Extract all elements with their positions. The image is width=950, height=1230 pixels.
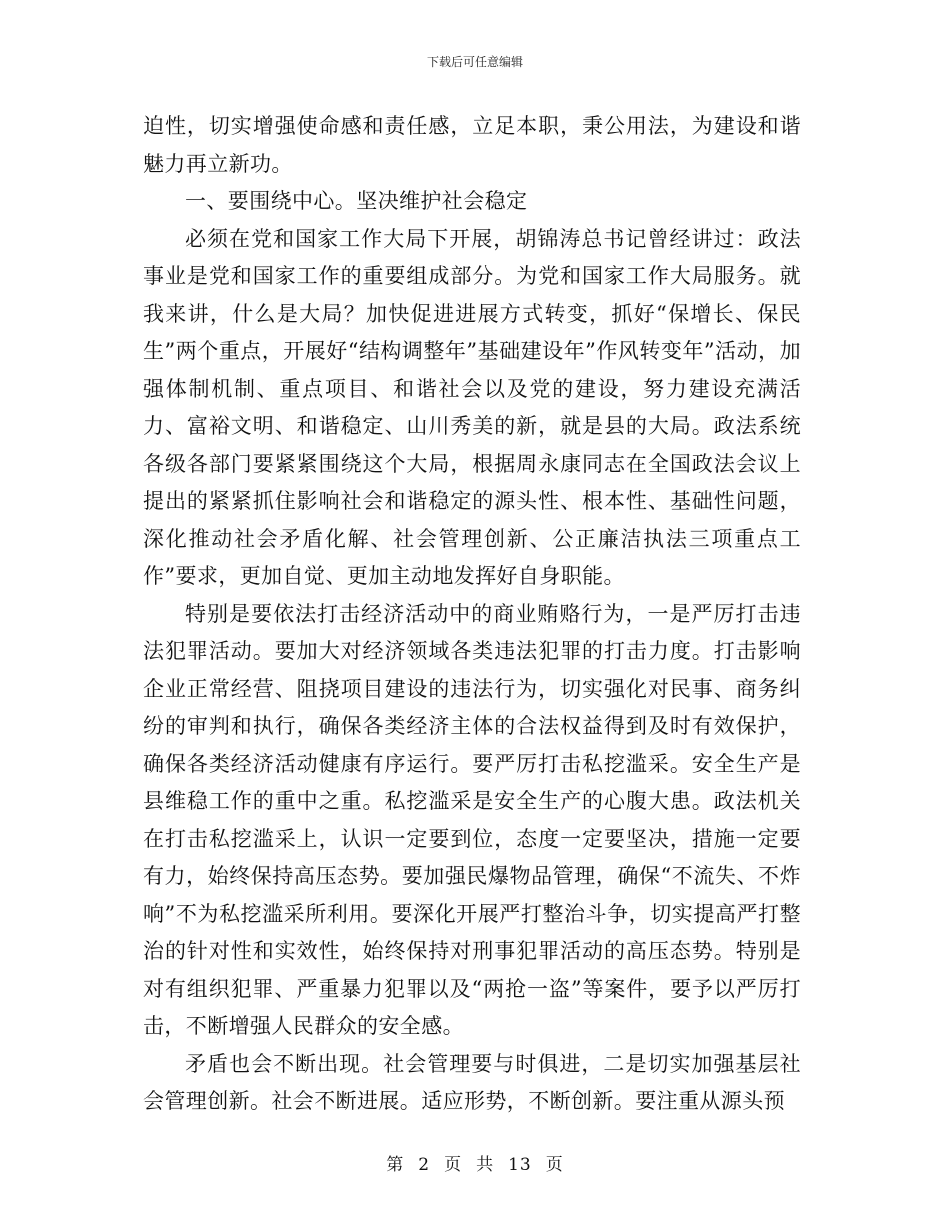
page-footer [0,1155,950,1175]
page-header-note: 下载后可任意编辑 [426,55,523,69]
footer-total-label: 共 [476,1155,495,1175]
document-body [143,108,801,1121]
footer-total-pages: 13 [508,1155,532,1175]
paragraph: 必须在党和国家工作大局下开展，胡锦涛总书记曾经讲过：政法事业是党和国家工作的重要组成部分。为党和国家工作大局服务。就我来讲，什么是大局？加快促进进展方式转变，抓好“保增长、保民生”两个重点，开展好“结构调整年”基础建设年”作风转变年”活动，加强体制机制、重点项目、和谐社会以及党的建设，努力建设充满活力、富裕文明、和谐稳定、山川秀美的新，就是县的大局。政法系统各级各部门要紧紧围绕这个大局，根据周永康同志在全国政法会议上提出的紧紧抓住影响社会和谐稳定的源头性、根本性、基础性问题，深化推动社会矛盾化解、社会管理创新、公正廉洁执法三项重点工作”要求，更加自觉、更加主动地发挥好自身职能。 [143,226,801,588]
paragraph: 矛盾也会不断出现。社会管理要与时俱进，二是切实加强基层社会管理创新。社会不断进展。适应形势，不断创新。要注重从源头预 [143,1051,801,1113]
section-heading: 一、要围绕中心。坚决维护社会稳定 [185,189,528,213]
paragraph: 特别是要依法打击经济活动中的商业贿赂行为，一是严厉打击违法犯罪活动。要加大对经济领域各类违法犯罪的打击力度。打击影响企业正常经营、阻挠项目建设的违法行为，切实强化对民事、商务纠纷的审判和执行，确保各类经济主体的合法权益得到及时有效保护，确保各类经济活动健康有序运行。要严厉打击私挖滥采。安全生产是县维稳工作的重中之重。私挖滥采是安全生产的心腹大患。政法机关在打击私挖滥采上，认识一定要到位，态度一定要坚决，措施一定要有力，始终保持高压态势。要加强民爆物品管理，确保“不流失、不炸响”不为私挖滥采所利用。要深化开展严打整治斗争，切实提高严打整治的针对性和实效性，始终保持对刑事犯罪活动的高压态势。特别是对有组织犯罪、严重暴力犯罪以及“两抢一盗”等案件，要予以严厉打击，不断增强人民群众的安全感。 [143,601,801,1038]
footer-suffix: 页 [545,1155,564,1175]
footer-prefix: 第 [386,1155,405,1175]
footer-current-page: 2 [418,1155,431,1175]
footer-page-label: 页 [444,1155,463,1175]
paragraph-continuation: 迫性，切实增强使命感和责任感，立足本职，秉公用法，为建设和谐魅力再立新功。 [143,114,801,176]
